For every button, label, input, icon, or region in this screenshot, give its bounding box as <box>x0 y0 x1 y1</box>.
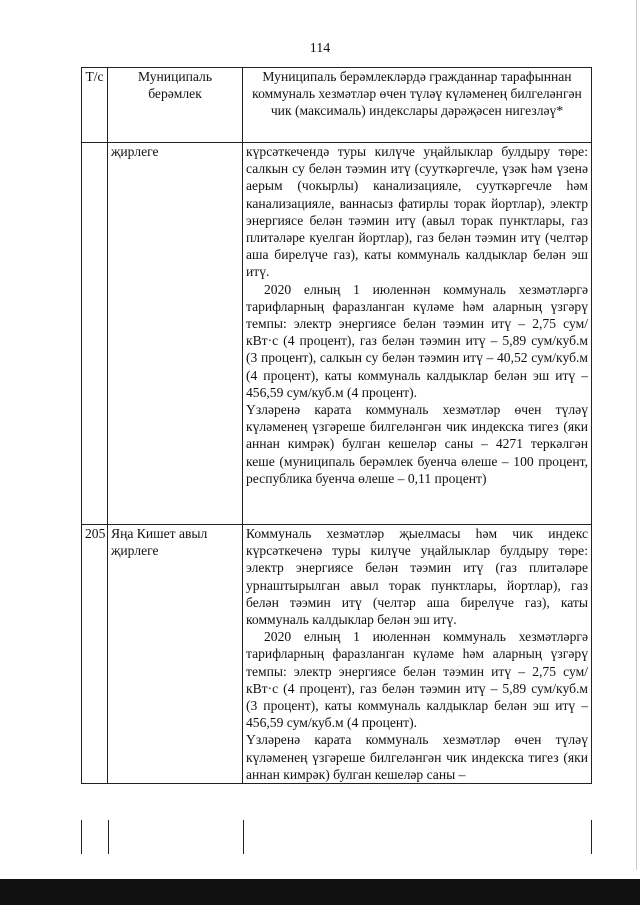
row-description <box>243 525 592 784</box>
table-border-line <box>591 820 592 854</box>
paragraph: 2020 елның 1 июленнән коммуналь хезмәтләргә тарифларның фаразланган күләме һәм аларның үзгәрү темпы: электр энергиясе белән тәэмин итү – 2,75 сум/кВт·с (4 процент), газ белән тәэмин итү – 5,89 сум/куб.м (3 процент), каты коммуналь калдыклар белән эш итү – 456,59 сум/куб.м (4 процент). <box>246 629 588 731</box>
row-municipality: җирлеге <box>108 143 243 525</box>
scan-bottom-border <box>0 870 640 905</box>
page-number: 114 <box>309 41 331 56</box>
paragraph: Коммуналь хезмәтләр җыелмасы һәм чик индекс күрсәткеченә туры килүче уңайлыклар булдыру төре: электр энергиясе белән тәэмин итү (газ плитәләре урнаштырылган авыл торак пунктлары, йортлар), газ белән тәэмин итү (челтәр аша бирелүче газ), каты коммуналь калдыклар белән эш итү. <box>246 526 588 628</box>
paragraph: күрсәткечендә туры килүче уңайлыклар булдыру төре: салкын су белән тәэмин итү (сууткәргечле, үзәк һәм үзенә аерым (чокырлы) канализацияле, сууткәргечле һәм канализацияле, ваннасыз фатирлы торак йортлар), электр энергиясе белән тәэмин итү (авыл торак пунктлары, газ плитәләре куелган йортлар), газ белән тәэмин итү (челтәр аша бирелүче газ), каты коммуналь калдыклар белән эш итү. <box>246 144 588 280</box>
scan-edge <box>636 0 637 870</box>
table-header-row <box>82 68 592 143</box>
tariff-table <box>81 67 592 784</box>
table-border-line <box>243 820 244 854</box>
table-border-line <box>81 820 82 854</box>
paragraph: Үзләренә карата коммуналь хезмәтләр өчен түләү күләменең үзгәреше билгеләнгән чик индекска тигез (яки аннан кимрәк) булган кешеләр саны – <box>246 732 588 782</box>
header-municipality: Муниципаль берәмлек <box>108 68 243 143</box>
scan-bottom-gap <box>0 870 640 879</box>
paragraph: 2020 елның 1 июленнән коммуналь хезмәтләргә тарифларның фаразланган күләме һәм аларның үзгәрү темпы: электр энергиясе белән тәэмин итү – 2,75 сум/кВт·с (4 процент), газ белән тәэмин итү – 5,89 сум/куб.м (3 процент), салкын су белән тәэмин итү – 40,52 сум/куб.м (4 процент), каты коммуналь калдыклар белән эш итү – 456,59 сум/куб.м (4 процент). <box>246 281 588 400</box>
table-border-line <box>108 820 109 854</box>
paragraph: Үзләренә карата коммуналь хезмәтләр өчен түләү күләменең үзгәреше билгеләнгән чик индекска тигез (яки аннан кимрәк) булган кешеләр саны – 4271 теркәлгән кеше (муниципаль берәмлек буенча өлеше – 100 процент, республика буенча өлеше – 0,11 процент) <box>246 402 588 486</box>
header-description: Муниципаль берәмлекләрдә гражданнар тарафыннан коммуналь хезмәтләр өчен түләү күләменең билгеләнгән чик (максималь) индекслары дәрәҗәсен нигезләү* <box>243 68 592 143</box>
table-row <box>82 525 592 784</box>
row-description <box>243 143 592 525</box>
table-row <box>82 143 592 525</box>
header-number: Т/с <box>82 68 108 143</box>
row-number: 205 <box>82 525 108 784</box>
row-number <box>82 143 108 525</box>
row-municipality: Яңа Кишет авыл җирлеге <box>108 525 243 784</box>
